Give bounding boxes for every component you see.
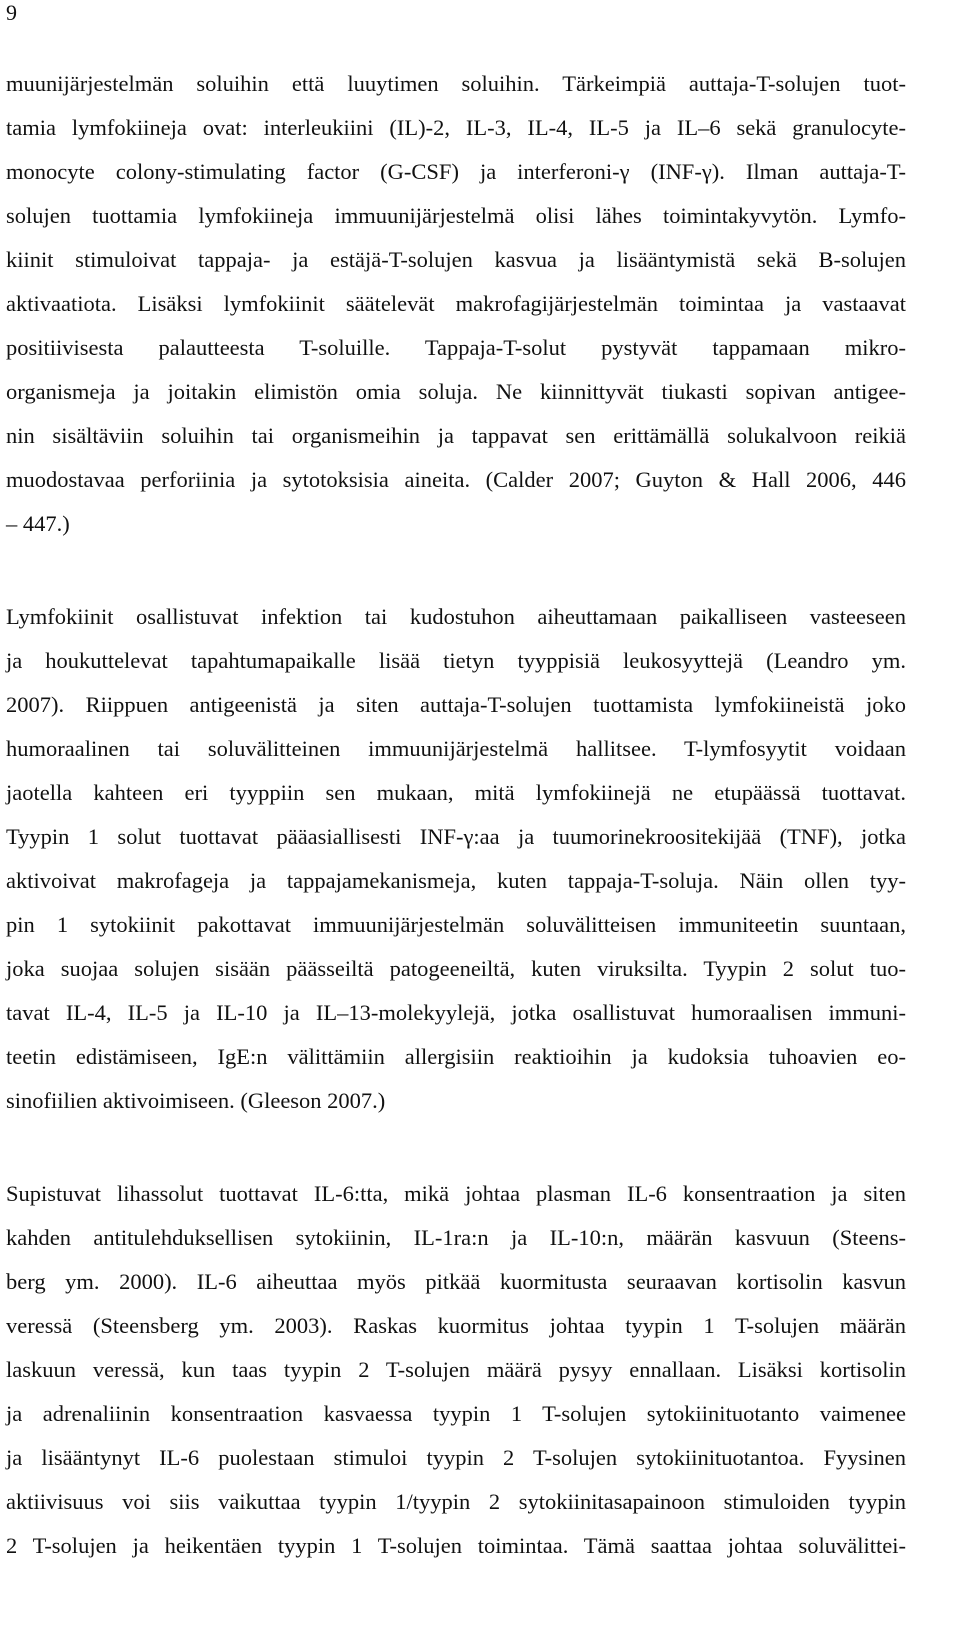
text-line: laskuun veressä, kun taas tyypin 2 T-solujen määrä pysyy ennallaan. Lisäksi kortisolin	[6, 1357, 906, 1382]
page-number: 9	[6, 0, 17, 25]
text-line: sinofiilien aktivoimiseen. (Gleeson 2007.)	[6, 1088, 386, 1113]
text-line: Supistuvat lihassolut tuottavat IL-6:tta, mikä johtaa plasman IL-6 konsentraation ja siten	[6, 1181, 906, 1206]
text-line: ja houkuttelevat tapahtumapaikalle lisää tietyn tyyppisiä leukosyyttejä (Leandro ym.	[6, 648, 906, 673]
text-line: aktiivisuus voi siis vaikuttaa tyypin 1/tyypin 2 sytokiinitasapainoon stimuloiden tyypin	[6, 1489, 906, 1514]
text-line: organismeja ja joitakin elimistön omia soluja. Ne kiinnittyvät tiukasti sopivan antigee-	[6, 379, 906, 404]
text-line: ja lisääntynyt IL-6 puolestaan stimuloi tyypin 2 T-solujen sytokiinituotantoa. Fyysinen	[6, 1445, 906, 1470]
text-line: berg ym. 2000). IL-6 aiheuttaa myös pitkää kuormitusta seuraavan kortisolin kasvun	[6, 1269, 906, 1294]
text-line: teetin edistämiseen, IgE:n välittämiin allergisiin reaktioihin ja kudoksia tuhoavien eo-	[6, 1044, 906, 1069]
text-line: positiivisesta palautteesta T-soluille. Tappaja-T-solut pystyvät tappamaan mikro-	[6, 335, 906, 360]
text-line: tavat IL-4, IL-5 ja IL-10 ja IL–13-molekyylejä, jotka osallistuvat humoraalisen immuni-	[6, 1000, 906, 1025]
text-line: veressä (Steensberg ym. 2003). Raskas kuormitus johtaa tyypin 1 T-solujen määrän	[6, 1313, 906, 1338]
text-line: solujen tuottamia lymfokiineja immuunijärjestelmä olisi lähes toimintakyvytön. Lymfo-	[6, 203, 906, 228]
text-line: Tyypin 1 solut tuottavat pääasiallisesti INF-γ:aa ja tuumorinekroositekijää (TNF), jotka	[6, 824, 906, 849]
text-line: kiinit stimuloivat tappaja- ja estäjä-T-solujen kasvua ja lisääntymistä sekä B-solujen	[6, 247, 906, 272]
text-line: aktivoivat makrofageja ja tappajamekanismeja, kuten tappaja-T-soluja. Näin ollen tyy-	[6, 868, 906, 893]
text-line: monocyte colony-stimulating factor (G-CSF) ja interferoni-γ (INF-γ). Ilman auttaja-T-	[6, 159, 906, 184]
text-line: ja adrenaliinin konsentraation kasvaessa tyypin 1 T-solujen sytokiinituotanto vaimenee	[6, 1401, 906, 1426]
text-line: 2 T-solujen ja heikentäen tyypin 1 T-solujen toimintaa. Tämä saattaa johtaa soluvälittei-	[6, 1533, 906, 1558]
text-line: joka suojaa solujen sisään päässeiltä patogeeneiltä, kuten viruksilta. Tyypin 2 solut tuo-	[6, 956, 906, 981]
text-line: 2007). Riippuen antigeenistä ja siten auttaja-T-solujen tuottamista lymfokiineistä joko	[6, 692, 906, 717]
text-line: pin 1 sytokiinit pakottavat immuunijärjestelmän soluvälitteisen immuniteetin suuntaan,	[6, 912, 906, 937]
text-line: aktivaatiota. Lisäksi lymfokiinit säätelevät makrofagijärjestelmän toimintaa ja vastaavat	[6, 291, 906, 316]
text-line: tamia lymfokiineja ovat: interleukiini (IL)-2, IL-3, IL-4, IL-5 ja IL–6 sekä granulocyte-	[6, 115, 906, 140]
text-line: jaotella kahteen eri tyyppiin sen mukaan, mitä lymfokiinejä ne etupäässä tuottavat.	[6, 780, 906, 805]
text-line: kahden antitulehduksellisen sytokiinin, IL-1ra:n ja IL-10:n, määrän kasvuun (Steens-	[6, 1225, 906, 1250]
text-line: humoraalinen tai soluvälitteinen immuunijärjestelmä hallitsee. T-lymfosyytit voidaan	[6, 736, 906, 761]
text-line: Lymfokiinit osallistuvat infektion tai kudostuhon aiheuttamaan paikalliseen vasteeseen	[6, 604, 906, 629]
text-line: nin sisältäviin soluihin tai organismeihin ja tappavat sen erittämällä solukalvoon reikiä	[6, 423, 906, 448]
text-line: muodostavaa perforiinia ja sytotoksisia aineita. (Calder 2007; Guyton & Hall 2006, 446	[6, 467, 906, 492]
text-line: – 447.)	[6, 511, 70, 536]
text-line: muunijärjestelmän soluihin että luuytimen soluihin. Tärkeimpiä auttaja-T-solujen tuot-	[6, 71, 906, 96]
